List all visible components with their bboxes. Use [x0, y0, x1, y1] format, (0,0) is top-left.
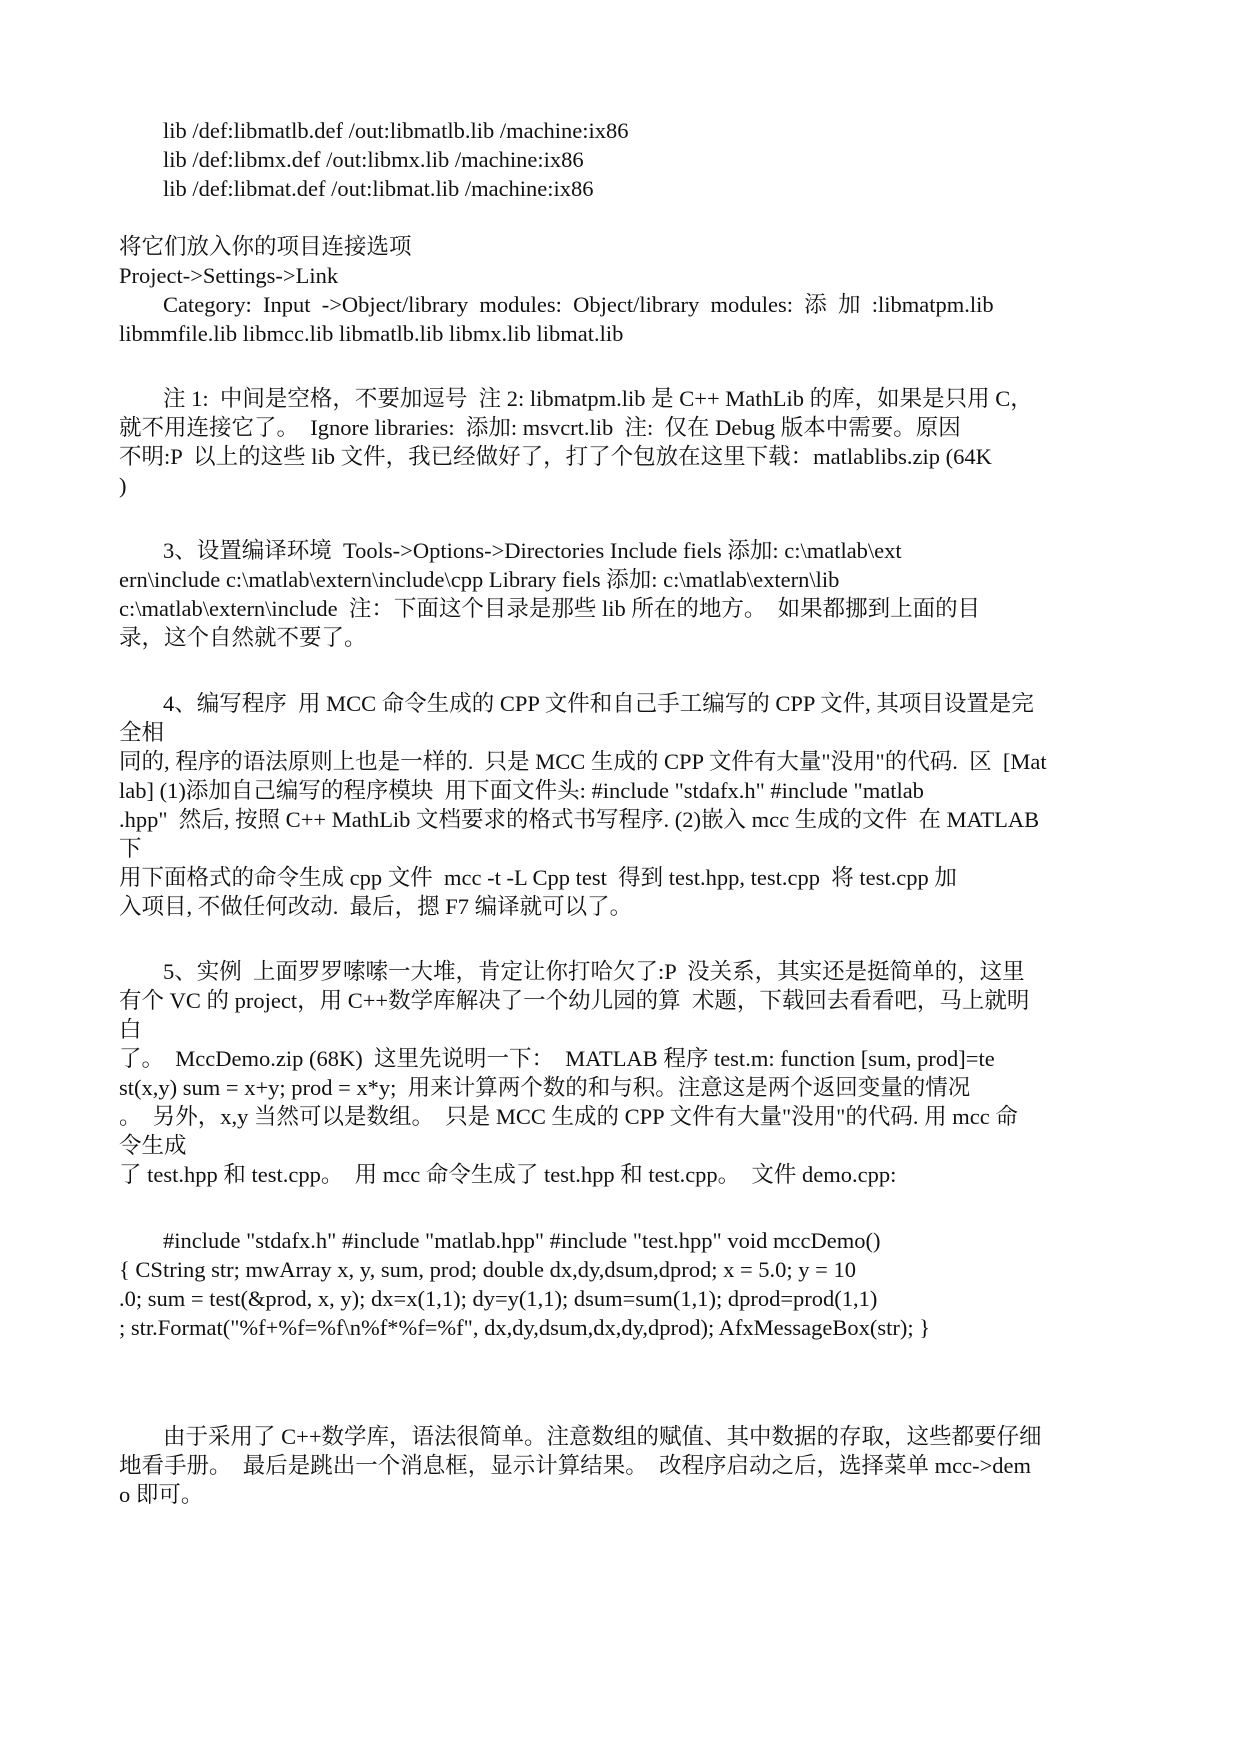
text-line: 不明:P 以上的这些 lib 文件，我已经做好了，打了个包放在这里下载：matlablibs.zip (64K: [119, 444, 992, 469]
text-line: 有个 VC 的 project，用 C++数学库解决了一个幼儿园的算 术题，下载回去看看吧，马上就明: [119, 988, 1030, 1013]
text-line: 了 test.hpp 和 test.cpp。 用 mcc 命令生成了 test.hpp 和 test.cpp。 文件 demo.cpp:: [119, 1162, 897, 1187]
text-line: Category: Input ->Object/library modules: Object/library modules: 添 加 :libmatpm.lib: [163, 292, 994, 317]
text-line: 将它们放入你的项目连接选项: [119, 234, 412, 259]
text-line: 地看手册。 最后是跳出一个消息框，显示计算结果。 改程序启动之后，选择菜单 mcc->dem: [119, 1453, 1032, 1478]
text-line: st(x,y) sum = x+y; prod = x*y; 用来计算两个数的和与积。注意这是两个返回变量的情况: [119, 1075, 971, 1100]
text-line: 下: [119, 836, 142, 861]
text-line: lib /def:libmat.def /out:libmat.lib /machine:ix86: [163, 176, 594, 201]
text-line: 用下面格式的命令生成 cpp 文件 mcc -t -L Cpp test 得到 test.hpp, test.cpp 将 test.cpp 加: [119, 865, 957, 890]
text-line: lab] (1)添加自己编写的程序模块 用下面文件头: #include "stdafx.h" #include "matlab: [119, 778, 924, 803]
text-line: 。 另外，x,y 当然可以是数组。 只是 MCC 生成的 CPP 文件有大量"没用"的代码. 用 mcc 命: [119, 1104, 1018, 1129]
text-line: 入项目, 不做任何改动. 最后，摁 F7 编译就可以了。: [119, 894, 633, 919]
text-line: 就不用连接它了。 Ignore libraries: 添加: msvcrt.lib 注: 仅在 Debug 版本中需要。原因: [119, 415, 961, 440]
text-line: lib /def:libmx.def /out:libmx.lib /machine:ix86: [163, 147, 584, 172]
text-line: 了。 MccDemo.zip (68K) 这里先说明一下： MATLAB 程序 test.m: function [sum, prod]=te: [119, 1046, 995, 1071]
text-line: .hpp" 然后, 按照 C++ MathLib 文档要求的格式书写程序. (2)嵌入 mcc 生成的文件 在 MATLAB: [119, 807, 1040, 832]
text-line: 注 1: 中间是空格，不要加逗号 注 2: libmatpm.lib 是 C++ MathLib 的库，如果是只用 C，: [163, 386, 1033, 411]
text-line: 全相: [119, 720, 165, 745]
text-line: 白: [119, 1017, 142, 1042]
code-line: #include "stdafx.h" #include "matlab.hpp" #include "test.hpp" void mccDemo(): [163, 1228, 881, 1253]
code-line: { CString str; mwArray x, y, sum, prod; double dx,dy,dsum,dprod; x = 5.0; y = 10: [119, 1257, 856, 1282]
text-line: ern\include c:\matlab\extern\include\cpp Library fiels 添加: c:\matlab\extern\lib: [119, 567, 840, 592]
text-line: 4、编写程序 用 MCC 命令生成的 CPP 文件和自己手工编写的 CPP 文件, 其项目设置是完: [163, 691, 1034, 716]
code-line: .0; sum = test(&prod, x, y); dx=x(1,1); dy=y(1,1); dsum=sum(1,1); dprod=prod(1,1): [119, 1286, 878, 1311]
text-line: o 即可。: [119, 1482, 204, 1507]
text-line: 同的, 程序的语法原则上也是一样的. 只是 MCC 生成的 CPP 文件有大量"没用"的代码. 区 [Mat: [119, 749, 1047, 774]
text-line: 录，这个自然就不要了。: [119, 625, 367, 650]
text-line: 由于采用了 C++数学库，语法很简单。注意数组的赋值、其中数据的存取，这些都要仔细: [163, 1424, 1042, 1449]
text-line: libmmfile.lib libmcc.lib libmatlb.lib libmx.lib libmat.lib: [119, 321, 624, 346]
text-line: ): [119, 473, 127, 498]
text-line: c:\matlab\extern\include 注：下面这个目录是那些 lib 所在的地方。 如果都挪到上面的目: [119, 596, 981, 621]
text-line: 令生成: [119, 1133, 187, 1158]
code-line: ; str.Format("%f+%f=%f\n%f*%f=%f", dx,dy,dsum,dx,dy,dprod); AfxMessageBox(str); }: [119, 1315, 931, 1340]
text-line: 5、实例 上面罗罗嗦嗦一大堆，肯定让你打哈欠了:P 没关系，其实还是挺简单的，这里: [163, 959, 1025, 984]
text-line: Project->Settings->Link: [119, 263, 339, 288]
text-line: lib /def:libmatlb.def /out:libmatlb.lib /machine:ix86: [163, 118, 629, 143]
text-line: 3、设置编译环境 Tools->Options->Directories Include fiels 添加: c:\matlab\ext: [163, 538, 902, 563]
